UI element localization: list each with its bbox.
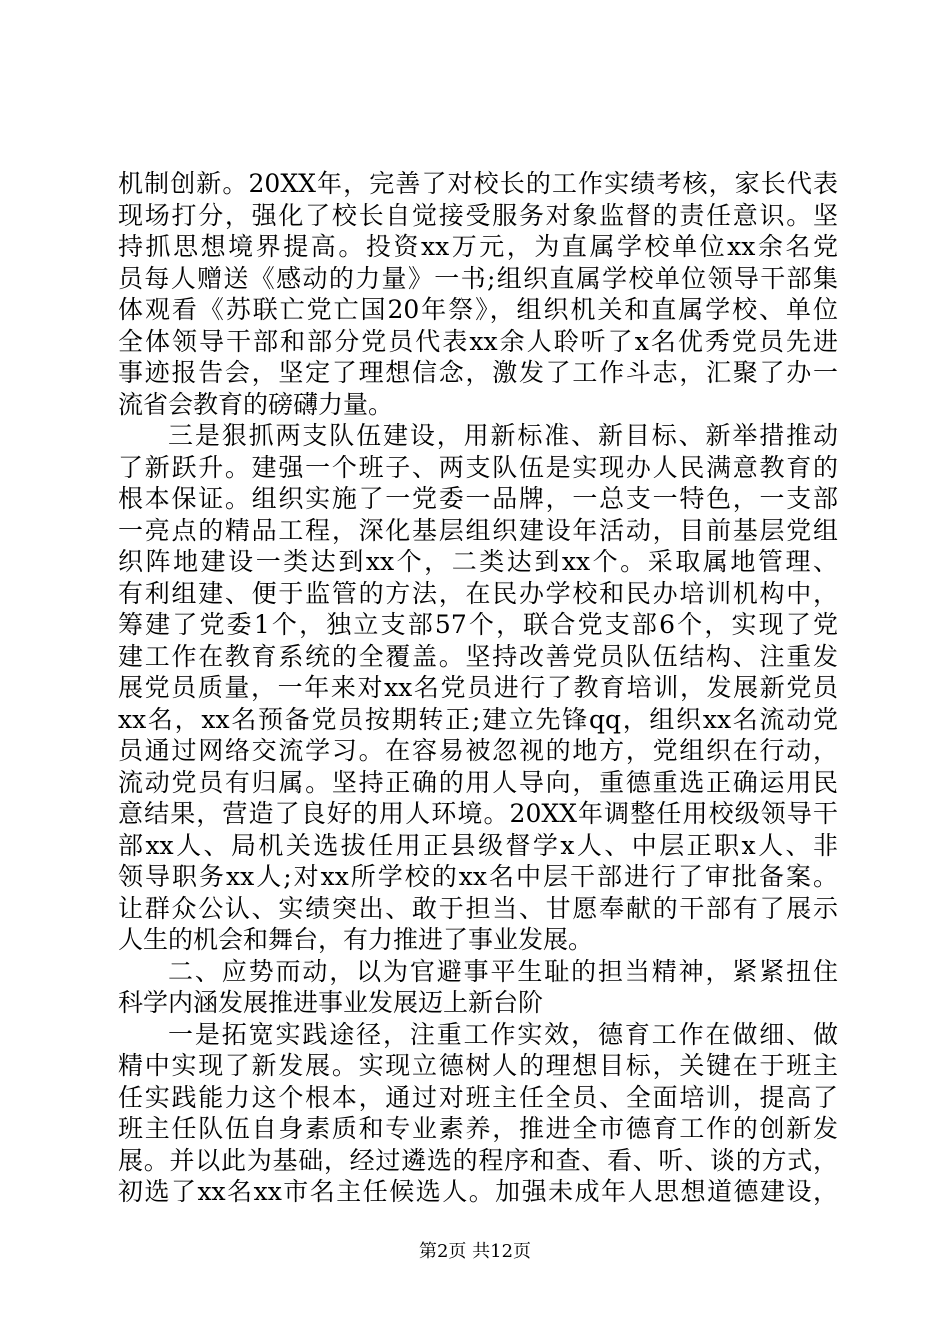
text-line: 人生的机会和舞台，有力推进了事业发展。 [118, 925, 594, 954]
text-line: 员通过网络交流学习。在容易被忽视的地方，党组织在行动， [118, 736, 838, 765]
text-line: xx名，xx名预备党员按期转正;建立先锋qq，组织xx名流动党 [118, 704, 838, 734]
text-line: 流省会教育的磅礴力量。 [118, 389, 394, 419]
text-line: 事迹报告会，坚定了理想信念，激发了工作斗志，汇聚了办一 [118, 358, 838, 387]
text-line: 三是狠抓两支队伍建设，用新标准、新目标、新举措推动 [168, 421, 838, 450]
text-line: 精中实现了新发展。实现立德树人的理想目标，关键在于班主 [118, 1051, 838, 1080]
text-line: 初选了xx名xx市名主任候选人。加强未成年人思想道德建设， [118, 1177, 838, 1206]
text-line: 展。并以此为基础，经过遴选的程序和查、看、听、谈的方式， [118, 1145, 838, 1175]
text-line: 部xx人、局机关选拔任用正县级督学x人、中层正职x人、非 [118, 830, 838, 860]
text-line: 了新跃升。建强一个班子、两支队伍是实现办人民满意教育的 [118, 452, 838, 482]
text-line: 持抓思想境界提高。投资xx万元，为直属学校单位xx余名党 [118, 232, 838, 261]
text-line: 全体领导干部和部分党员代表xx余人聆听了x名优秀党员先进 [118, 326, 838, 356]
text-line: 任实践能力这个根本，通过对班主任全员、全面培训，提高了 [118, 1082, 838, 1112]
text-line: 筹建了党委1个，独立支部57个，联合党支部6个，实现了党 [118, 610, 838, 639]
text-line: 意结果，营造了良好的用人环境。20XX年调整任用校级领导干 [118, 799, 838, 828]
text-line: 有利组建、便于监管的方法，在民办学校和民办培训机构中， [118, 578, 838, 608]
body-text [118, 168, 838, 1208]
text-line: 科学内涵发展推进事业发展迈上新台阶 [118, 988, 544, 1017]
text-line: 体观看《苏联亡党亡国20年祭》，组织机关和直属学校、单位 [118, 295, 838, 324]
text-line: 领导职务xx人;对xx所学校的xx名中层干部进行了审批备案。 [118, 862, 838, 891]
text-line: 机制创新。20XX年，完善了对校长的工作实绩考核，家长代表 [118, 169, 838, 198]
text-line: 班主任队伍自身素质和专业素养，推进全市德育工作的创新发 [118, 1114, 838, 1143]
text-line: 员每人赠送《感动的力量》一书;组织直属学校单位领导干部集 [118, 263, 838, 293]
text-line: 现场打分，强化了校长自觉接受服务对象监督的责任意识。坚 [118, 200, 838, 230]
text-line: 让群众公认、实绩突出、敢于担当、甘愿奉献的干部有了展示 [118, 893, 838, 923]
text-line: 建工作在教育系统的全覆盖。坚持改善党员队伍结构、注重发 [118, 641, 838, 671]
text-line: 一是拓宽实践途径，注重工作实效，德育工作在做细、做 [168, 1019, 838, 1049]
text-line: 展党员质量，一年来对xx名党员进行了教育培训，发展新党员 [118, 673, 838, 702]
page-footer: 第2页 共12页 [418, 1241, 532, 1262]
text-line: 二、应势而动，以为官避事平生耻的担当精神，紧紧扭住 [168, 956, 838, 986]
text-line: 根本保证。组织实施了一党委一品牌，一总支一特色，一支部 [118, 484, 838, 513]
text-line: 流动党员有归属。坚持正确的用人导向，重德重选正确运用民 [118, 767, 838, 797]
text-line: 织阵地建设一类达到xx个，二类达到xx个。采取属地管理、 [118, 547, 838, 576]
text-line: 一亮点的精品工程，深化基层组织建设年活动，目前基层党组 [118, 515, 838, 545]
